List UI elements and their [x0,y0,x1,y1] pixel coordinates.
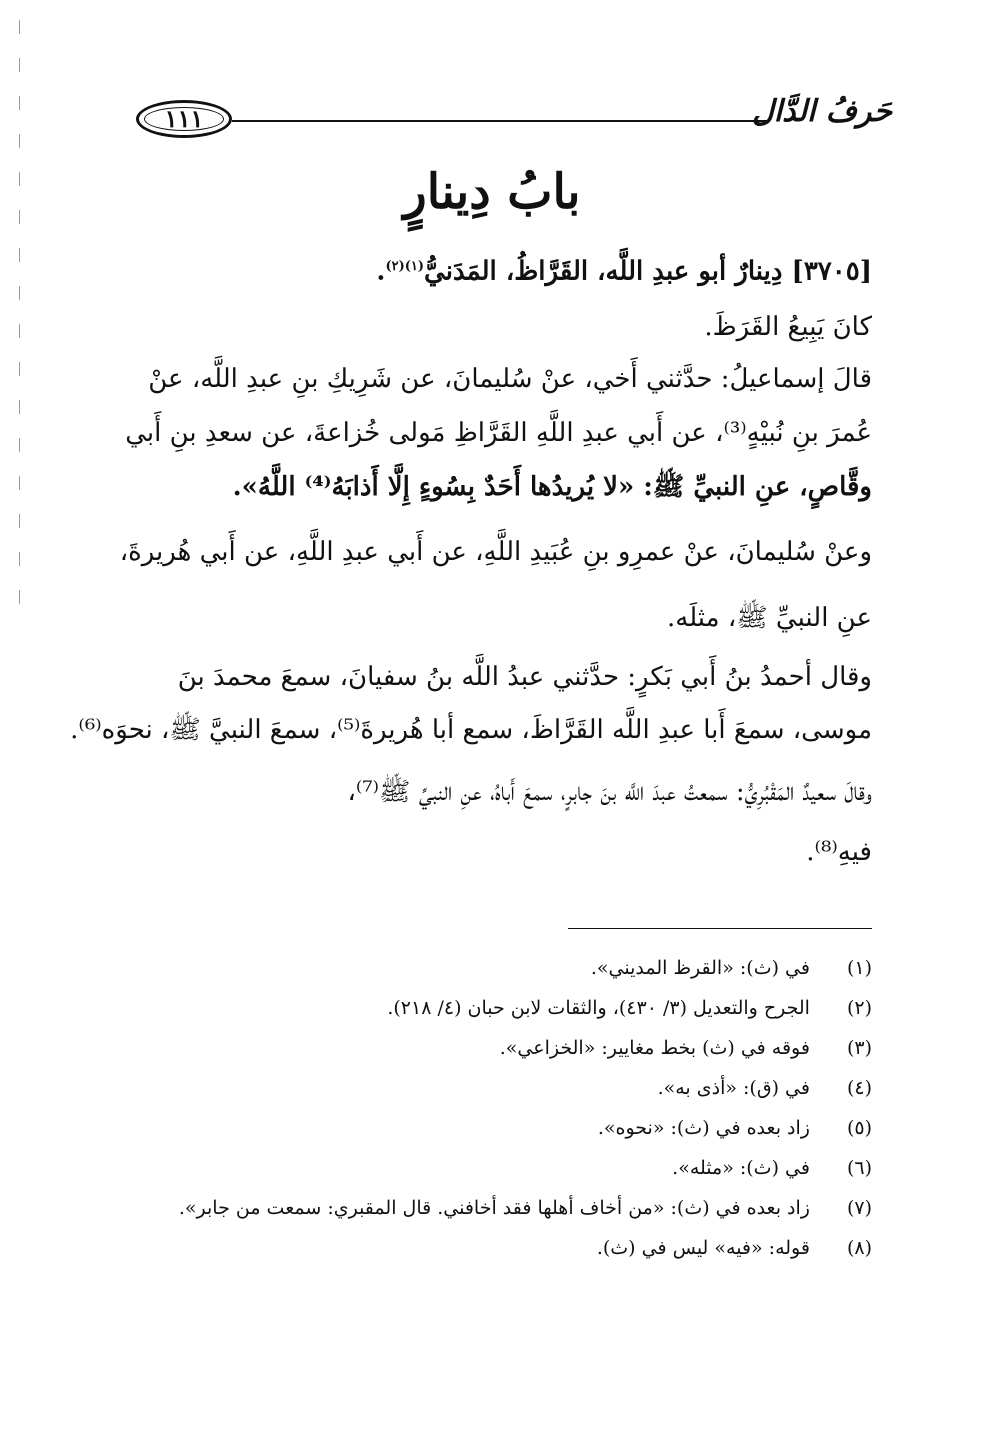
entry-name: دِينارٌ أبو عبدِ اللَّه، القَرَّاظُ، المَدَنيُّ [424,256,783,287]
margin-tick [19,400,20,414]
footnote [112,990,872,1026]
paragraph-line: وقالَ سعيدٌ المَقْبُرِيُّ: سمعتُ عبدَ اللَّه بنَ جابرٍ، سمعَ أَباهُ، عنِ النبيِّ ﷺ⁽⁷⁾، [347,777,872,807]
footnote [112,1230,872,1266]
paragraph-line: كانَ يَبِيعُ القَرَظَ. [704,312,872,342]
footnote [112,1030,872,1066]
footnote-text: في (ث): «مثله». [672,1157,810,1179]
page-header [0,94,984,148]
paragraph-line: عنِ النبيِّ ﷺ، مثلَه. [667,603,872,633]
footnote-text: زاد بعده في (ث): «نحوه». [597,1117,810,1139]
footnote-number: (٥) [846,1117,872,1139]
entry-heading [112,243,872,296]
paragraph-line: قالَ إسماعيلُ: حدَّثني أَخي، عنْ سُليمانَ، عن شَرِيكِ بنِ عبدِ اللَّه، عنْ [148,364,872,394]
margin-tick [19,248,20,262]
margin-tick [19,286,20,300]
footnote-number: (٤) [846,1077,872,1099]
margin-tick [19,362,20,376]
paragraph-line: موسى، سمعَ أَبا عبدِ اللَّه القَرَّاظَ، سمع أبا هُريرةَ⁽⁵⁾، سمعَ النبيَّ ﷺ، نحوَه⁽⁶⁾. [70,715,872,745]
footnote-number: (٧) [846,1197,872,1219]
footnote [112,1070,872,1106]
paragraph-line: وقَّاصٍ، عنِ النبيِّ ﷺ: «لا يُريدُها أَحَدٌ بِسُوءٍ إِلَّا أَذابَهُ⁽⁴⁾ اللَّهُ». [232,472,872,502]
entry-number: [٣٧٠٥] [791,256,872,287]
margin-tick [19,590,20,604]
entry-end: . [376,256,386,287]
page-number: ١١١ [164,103,204,133]
paragraph-line: فيهِ⁽⁸⁾. [806,837,872,867]
paragraph-line: عُمرَ بنِ نُبيْهٍ⁽³⁾، عن أَبي عبدِ اللَّهِ القَرَّاظِ مَولى خُزاعةَ، عن سعدِ بنِ أَبي [125,418,872,448]
footnote-text: قوله: «فيه» ليس في (ث). [596,1237,810,1259]
entry-footnote-refs: (١)(٢) [385,259,425,274]
footnote-text: في (ث): «القرظ المديني». [590,957,810,979]
margin-tick [19,476,20,490]
footnote-number: (١) [846,957,872,979]
margin-tick [19,552,20,566]
paragraph-line: وقال أحمدُ بنُ أَبي بَكرٍ: حدَّثني عبدُ اللَّه بنُ سفيانَ، سمعَ محمدَ بنَ [177,662,872,692]
footnote-number: (٣) [846,1037,872,1059]
footnote [112,1110,872,1146]
running-title: حَرفُ الدَّال [752,94,892,129]
footnote [112,950,872,986]
margin-tick [19,20,20,34]
footnote-number: (٦) [846,1157,872,1179]
footnote-separator [568,928,872,929]
footnote-number: (٢) [846,997,872,1019]
margin-tick [19,58,20,72]
footnote [112,1190,872,1226]
margin-tick [19,324,20,338]
margin-tick [19,438,20,452]
footnote-text: في (ق): «أذى به». [657,1077,810,1099]
chapter-title: بابُ دِينارٍ [403,164,581,220]
header-rule [232,120,770,122]
footnote-number: (٨) [846,1237,872,1259]
footnote [112,1150,872,1186]
footnote-text: فوقه في (ث) بخط مغايير: «الخزاعي». [499,1037,810,1059]
footnote-text: الجرح والتعديل (٣/ ٤٣٠)، والثقات لابن حبان (٤/ ٢١٨). [387,997,810,1019]
margin-tick [19,514,20,528]
paragraph-line: وعنْ سُليمانَ، عنْ عمرِو بنِ عُبَيدِ اللَّهِ، عن أَبي عبدِ اللَّهِ، عن أَبي هُريرةَ، [119,537,872,567]
footnote-text: زاد بعده في (ث): «من أخاف أهلها فقد أخافني. قال المقبري: سمعت من جابر». [178,1197,810,1219]
